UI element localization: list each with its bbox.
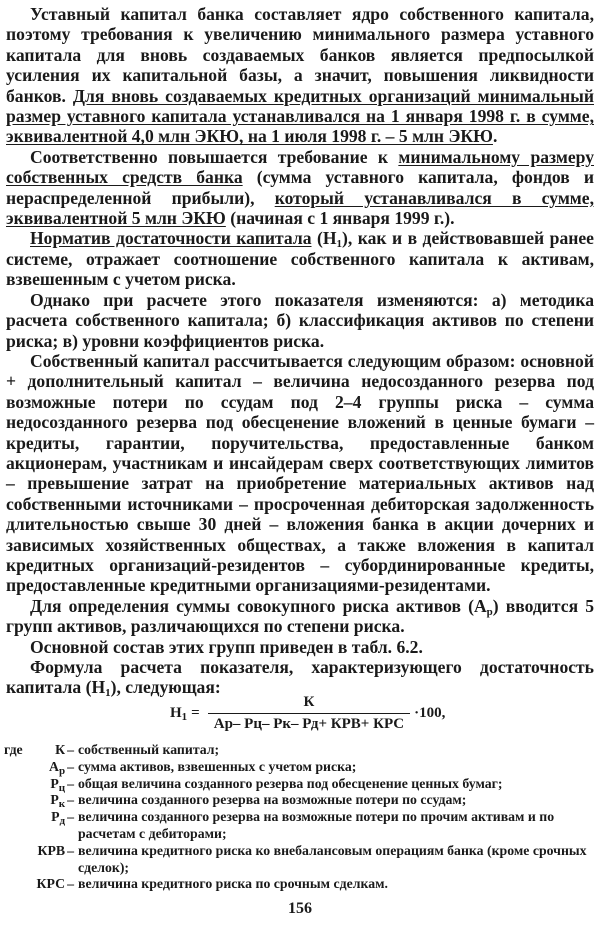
- paragraph-formula-intro: Формула расчета показателя, характеризующего достаточность капитала $(Н_1)$, следующая:: [6, 657, 594, 700]
- legend-row: где К – собственный капитал;: [4, 742, 596, 759]
- paragraph-capital-adequacy: Норматив достаточности капитала $(Н_1)$, как и в действовавшей ранее системе, отражает соотношение собственного капитала к активам, взвешенным с учетом риска.: [6, 228, 594, 290]
- formula-equals: =: [191, 704, 200, 721]
- formula-multiplier: ·100,: [414, 704, 446, 721]
- formula-denominator: Ар– Рц– Рк– Рд+ КРВ+ КРС: [208, 713, 410, 733]
- legend-description: величина созданного резерва на возможные потери по ссудам;: [78, 792, 467, 808]
- legend-description: собственный капитал;: [78, 742, 220, 757]
- legend-row: $А_р$ – сумма активов, взвешенных с учетом риска;: [4, 759, 596, 776]
- formula-legend: [4, 742, 596, 893]
- legend-row: $Р_к$ – величина созданного резерва на возможные потери по ссудам;: [4, 792, 596, 809]
- legend-symbol: А: [49, 758, 59, 774]
- underlined-capital-adequacy-ratio: Норматив достаточности капитала: [30, 228, 312, 249]
- underlined-min-own-funds: минимальному размеру собственных средств банка: [6, 146, 594, 188]
- formula-numerator: К: [303, 693, 315, 710]
- legend-row: КРС – величина кредитного риска по срочным сделкам.: [4, 876, 596, 893]
- legend-row: $Р_ц$ – общая величина созданного резерва под обесценение ценных бумаг;: [4, 776, 596, 793]
- legend-symbol: Р: [50, 775, 59, 791]
- legend-symbol: Р: [51, 809, 60, 825]
- legend-row: КРВ – величина кредитного риска ко внебалансовым операциям банка (кроме срочных сделок);: [4, 843, 596, 877]
- legend-symbol: К: [55, 742, 66, 757]
- formula-fraction: [208, 694, 410, 733]
- capital-adequacy-formula: [170, 688, 445, 738]
- body-text: [6, 4, 594, 698]
- legend-description: величина кредитного риска ко внебалансовым операциям банка (кроме срочных сделок);: [78, 842, 587, 875]
- paragraph-own-capital-calc: Собственный капитал рассчитывается следующим образом: основной + дополнительный капитал – величина недосозданного резерва под возможные потери по ссудам под 2–4 группы риска – сумма недосозданного резерва под обесценение вложений в ценные бумаги – кредиты, гарантии, поручительства, предоставленные банком акционерам, участникам и инсайдерам сверх соответствующих лимитов – превышение затрат на приобретение материальных активов над собственными источниками – просроченная дебиторская задолженность длительностью свыше 30 дней – вложения банка в акции дочерних и зависимых хозяйственных обществах, а также вложения в капитал кредитных организаций-резидентов – субординированные кредиты, предоставленные кредитными организациями-резидентами.: [6, 350, 594, 596]
- legend-description: величина кредитного риска по срочным сделкам.: [78, 876, 388, 892]
- paragraph-table-ref: Основной состав этих групп приведен в табл. 6.2.: [30, 636, 423, 657]
- paragraph-changes: Однако при расчете этого показателя изменяются: а) методика расчета собственного капитала; б) классификация активов по степени риска; в) уровни коэффициентов риска.: [6, 289, 594, 351]
- legend-symbol: КРВ: [37, 842, 66, 858]
- underlined-own-funds-amount: который устанавливался в сумме, эквивалентной 5 млн ЭКЮ: [6, 187, 594, 229]
- legend-row: $Р_д$ – величина созданного резерва на возможные потери по прочим активам и по расчетам с дебиторами;: [4, 809, 596, 843]
- legend-symbol: КРС: [36, 876, 66, 892]
- paragraph-charter-capital: Уставный капитал банка составляет ядро собственного капитала, поэтому требования к увеличению минимального размера уставного капитала для вновь создаваемых банков является предпосылкой усиления их капитальной базы, а значит, повышения ликвидности банков. Для вновь создаваемых кредитных организаций минимальный размер уставного капитала устанавливался на 1 января 1998 г. в сумме, эквивалентной 4,0 млн ЭКЮ, на 1 июля 1998 г. – 5 млн ЭКЮ.: [6, 4, 594, 147]
- legend-description: величина созданного резерва на возможные потери по прочим активам и по расчетам с дебиторами;: [78, 809, 555, 841]
- page-number: 156: [288, 900, 312, 917]
- paragraph-asset-groups: Для определения суммы совокупного риска активов $(А_р)$ вводится 5 групп активов, различающихся по степени риска.: [6, 595, 594, 637]
- legend-description: общая величина созданного резерва под обесценение ценных бумаг;: [78, 775, 503, 791]
- formula-lhs: $Н_1$: [170, 704, 188, 723]
- underlined-min-capital-requirement: Для вновь создаваемых кредитных организаций минимальный размер уставного капитала устанавливался на 1 января 1998 г. в сумме, эквивалентной 4,0 млн ЭКЮ, на 1 июля 1998 г. – 5 млн ЭКЮ: [6, 85, 594, 147]
- legend-description: сумма активов, взвешенных с учетом риска;: [78, 758, 357, 774]
- paragraph-own-funds: Соответственно повышается требование к минимальному размеру собственных средств банка (сумма уставного капитала, фондов и нераспределенной прибыли), который устанавливался в сумме, эквивалентной 5 млн ЭКЮ (начиная с 1 января 1999 г.).: [6, 146, 594, 229]
- legend-symbol: Р: [50, 792, 59, 808]
